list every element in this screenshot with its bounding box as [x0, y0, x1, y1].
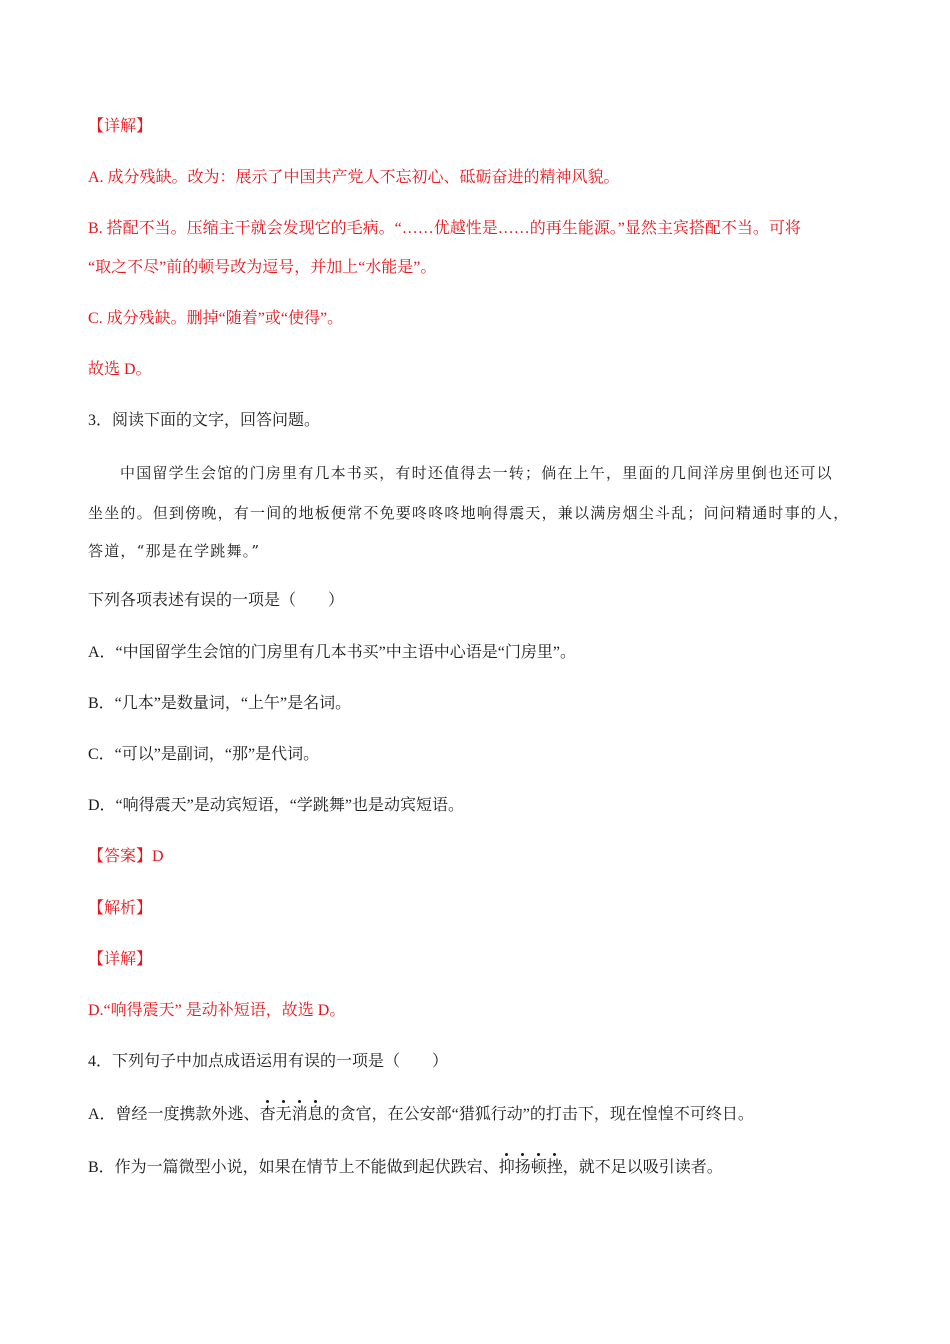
q2-explanation-option-c: C. 成分残缺。删掉“随着”或“使得”。 — [88, 310, 344, 327]
q4-option-b-suffix: ，就不足以吸引读者。 — [562, 1159, 723, 1176]
q4-option-a-suffix: 的贪官，在公安部“猎狐行动”的打击下，现在惶惶不可终日。 — [323, 1106, 754, 1123]
q3-detail-text: D.“响得震天” 是动补短语，故选 D。 — [88, 1002, 346, 1019]
q3-option-b: B．“几本”是数量词，“上午”是名词。 — [88, 695, 352, 712]
q3-detail-header: 【详解】 — [88, 951, 153, 968]
dotted-char: 无 — [275, 1106, 292, 1123]
q3-option-d: D．“响得震天”是动宾短语，“学跳舞”也是动宾短语。 — [88, 797, 464, 814]
dotted-char: 息 — [307, 1106, 324, 1123]
q3-answer — [88, 847, 164, 867]
q2-explanation-option-a: A. 成分残缺。改为：展示了中国共产党人不忘初心、砥砺奋进的精神风貌。 — [88, 169, 620, 186]
emphasized-idiom — [499, 1158, 563, 1178]
q4-option-b — [88, 1158, 723, 1178]
q2-explanation-option-b-line2: “取之不尽”前的顿号改为逗号，并加上“水能是”。 — [88, 259, 437, 276]
q4-option-b-prefix: B．作为一篇微型小说，如果在情节上不能做到起伏跌宕、 — [88, 1159, 499, 1176]
answer-value: D — [152, 848, 164, 865]
q4-stem: 4．下列句子中加点成语运用有误的一项是（ ） — [88, 1053, 449, 1070]
dotted-char: 消 — [291, 1106, 308, 1123]
dotted-char: 扬 — [514, 1159, 531, 1176]
dotted-char: 抑 — [498, 1159, 515, 1176]
q2-explanation-option-b-line1: B. 搭配不当。压缩主干就会发现它的毛病。“……优越性是……的再生能源。”显然主宾搭配不当。可将 — [88, 220, 801, 237]
emphasized-idiom — [260, 1105, 324, 1125]
q3-option-c: C．“可以”是副词，“那”是代词。 — [88, 746, 320, 763]
q3-analysis-header: 【解析】 — [88, 900, 153, 917]
dotted-char: 顿 — [530, 1159, 547, 1176]
answer-label: 【答案】 — [88, 848, 153, 865]
q4-option-a — [88, 1105, 754, 1125]
q3-stem: 3．阅读下面的文字，回答问题。 — [88, 412, 321, 429]
detail-header: 【详解】 — [88, 118, 153, 135]
dotted-char: 挫 — [546, 1159, 563, 1176]
q3-question: 下列各项表述有误的一项是（ ） — [88, 592, 345, 609]
q3-passage-line3: 答道，“那是在学跳舞。” — [88, 542, 261, 560]
q2-conclusion: 故选 D。 — [88, 361, 152, 378]
q3-option-a: A．“中国留学生会馆的门房里有几本书买”中主语中心语是“门房里”。 — [88, 644, 576, 661]
dotted-char: 杳 — [259, 1106, 276, 1123]
q3-passage-line1: 中国留学生会馆的门房里有几本书买，有时还值得去一转；倘在上午，里面的几间洋房里倒也还可以 — [120, 464, 833, 482]
q4-option-a-prefix: A．曾经一度携款外逃、 — [88, 1106, 260, 1123]
q3-passage-line2: 坐坐的。但到傍晚，有一间的地板便常不免要咚咚咚地响得震天，兼以满房烟尘斗乱；问问精通时事的人， — [88, 504, 850, 522]
